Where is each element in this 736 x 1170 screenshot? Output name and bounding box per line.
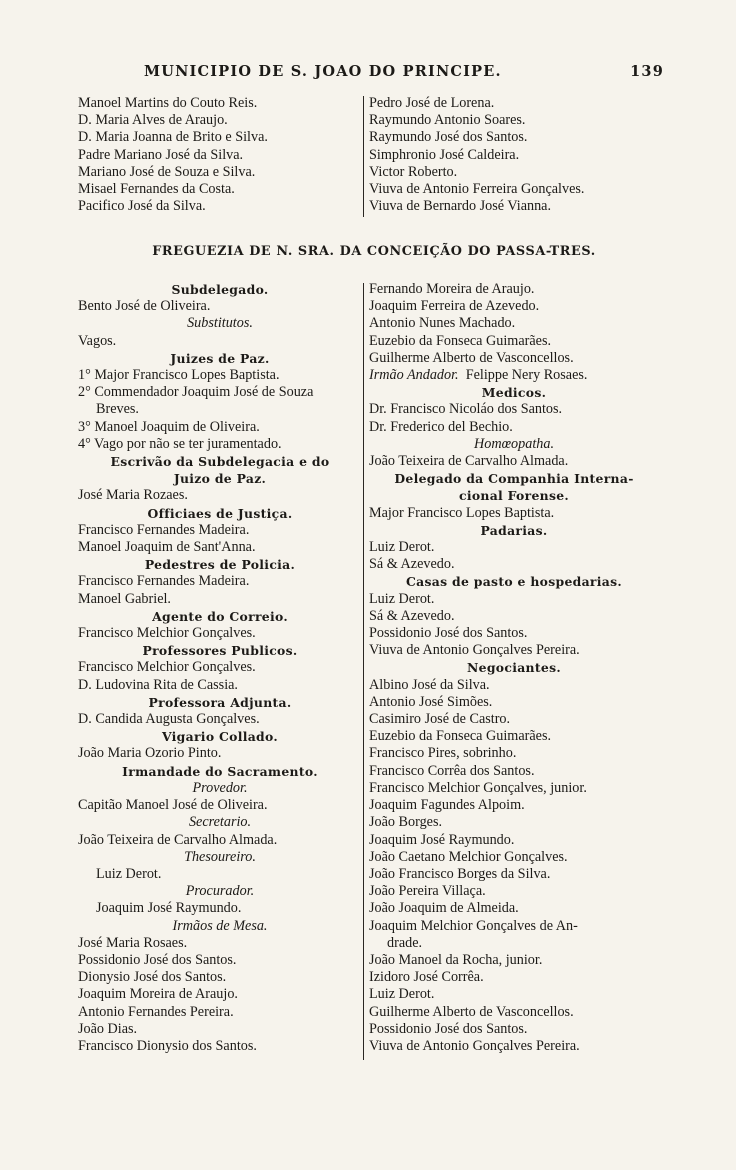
list-item: Viuva de Antonio Gonçalves Pereira. (369, 1037, 580, 1054)
irmao-andador-name: Felippe Nery Rosaes. (465, 367, 588, 384)
list-item: Fernando Moreira de Araujo. (369, 281, 535, 297)
top-left-list (78, 95, 362, 215)
list-item: João Joaquim de Almeida. (369, 900, 519, 917)
list-item: Francisco Fernandes Madeira. (78, 521, 250, 538)
heading-negociantes: Negociantes. (467, 660, 561, 676)
column-divider-main (363, 283, 364, 1060)
list-item: Joaquim Moreira de Araujo. (78, 986, 238, 1003)
heading-escrivao: Escrivão da Subdelegacia e do (110, 454, 330, 470)
heading-professores: Professores Publicos. (142, 643, 298, 659)
list-item: Euzebio da Fonseca Guimarães. (369, 332, 552, 349)
list-item: Manoel Martins do Couto Reis. (78, 95, 258, 111)
list-item: Manoel Gabriel. (78, 590, 171, 607)
list-item: Pacifico José da Silva. (78, 198, 206, 215)
list-item: Joaquim José Raymundo. (369, 831, 515, 848)
list-item: Izidoro José Corrêa. (369, 969, 484, 986)
list-item: Joaquim Fagundes Alpoim. (369, 797, 525, 814)
list-item: João Teixeira de Carvalho Almada. (369, 453, 569, 470)
heading-medicos: Medicos. (481, 385, 547, 401)
list-item: Casimiro José de Castro. (369, 711, 511, 728)
heading-subdelegado: Subdelegado. (171, 282, 269, 297)
list-item: João Dias. (78, 1020, 138, 1037)
list-item: Francisco Fernandes Madeira. (78, 573, 250, 590)
heading-procurador: Procurador. (185, 883, 255, 900)
list-item: Francisco Corrêa dos Santos. (369, 762, 535, 779)
list-item: D. Candida Augusta Gonçalves. (78, 711, 260, 728)
heading-secretario: Secretario. (188, 814, 252, 831)
list-item: Joaquim Melchior Gonçalves de An- (369, 917, 578, 934)
list-item: João Francisco Borges da Silva. (369, 865, 551, 882)
list-item: Pedro José de Lorena. (369, 95, 495, 111)
list-item: Viuva de Antonio Ferreira Gonçalves. (369, 181, 585, 198)
list-item: Raymundo José dos Santos. (369, 129, 528, 146)
list-item: Manoel Joaquim de Sant'Anna. (78, 539, 256, 556)
heading-irmandade: Irmandade do Sacramento. (122, 763, 318, 779)
list-item: Major Francisco Lopes Baptista. (369, 504, 555, 521)
list-item: Breves. (96, 401, 139, 418)
list-item: José Maria Rozaes. (78, 487, 188, 504)
list-item: Antonio Fernandes Pereira. (78, 1003, 234, 1020)
list-item: Possidonio José dos Santos. (369, 625, 528, 642)
list-item: Antonio José Simões. (369, 693, 493, 710)
list-item: 3° Manoel Joaquim de Oliveira. (78, 418, 260, 435)
heading-vigario: Vigario Collado. (161, 729, 278, 745)
list-item: D. Ludovina Rita de Cassia. (78, 676, 238, 693)
top-right-list (369, 95, 659, 215)
list-item: João Teixeira de Carvalho Almada. (78, 831, 278, 848)
list-item: João Manoel da Rocha, junior. (369, 951, 543, 968)
list-item: Dr. Francisco Nicoláo dos Santos. (369, 401, 563, 418)
list-item: Dionysio José dos Santos. (78, 969, 227, 986)
heading-thesoureiro: Thesoureiro. (184, 848, 256, 865)
heading-escrivao-cont: Juizo de Paz. (173, 471, 267, 487)
list-item: Dr. Frederico del Bechio. (369, 418, 513, 435)
list-item: Luiz Derot. (369, 986, 435, 1003)
list-item: Possidonio José dos Santos. (78, 951, 237, 968)
heading-provedor: Provedor. (192, 779, 248, 796)
list-item: Misael Fernandes da Costa. (78, 181, 235, 198)
column-divider-top (363, 96, 364, 217)
list-item: Victor Roberto. (369, 163, 458, 180)
heading-homoeopatha: Homœopatha. (473, 435, 554, 452)
list-item: Bento José de Oliveira. (78, 298, 211, 315)
heading-mesa: Irmãos de Mesa. (172, 917, 268, 934)
list-item: Viuva de Bernardo José Vianna. (369, 198, 552, 215)
list-item: Guilherme Alberto de Vasconcellos. (369, 1003, 574, 1020)
list-item: 2° Commendador Joaquim José de Souza (78, 384, 314, 401)
page-number: 139 (630, 63, 664, 80)
list-item: D. Maria Alves de Araujo. (78, 112, 228, 129)
list-item: João Pereira Villaça. (369, 883, 486, 900)
list-item: Joaquim Ferreira de Azevedo. (369, 298, 540, 315)
list-item: Joaquim José Raymundo. (96, 900, 242, 917)
list-item: João Maria Ozorio Pinto. (78, 745, 222, 762)
list-item: João Caetano Melchior Gonçalves. (369, 848, 568, 865)
list-item: Antonio Nunes Machado. (369, 315, 516, 332)
list-item: José Maria Rosaes. (78, 934, 188, 951)
heading-officiaes: Officiaes de Justiça. (147, 505, 293, 521)
left-column (78, 281, 362, 1055)
section-title: FREGUEZIA DE N. SRA. DA CONCEIÇÃO DO PASSA-TRES. (152, 244, 596, 259)
list-item: Simphronio José Caldeira. (369, 146, 520, 163)
heading-substitutos: Substitutos. (187, 315, 253, 332)
heading-delegado: Delegado da Companhia Interna- (394, 471, 634, 487)
heading-agente: Agente do Correio. (152, 608, 288, 624)
running-head-title: MUNICIPIO DE S. JOAO DO PRINCIPE. (144, 63, 502, 80)
list-item: Padre Mariano José da Silva. (78, 146, 244, 163)
list-item: Guilherme Alberto de Vasconcellos. (369, 349, 574, 366)
list-item: João Borges. (369, 814, 443, 831)
list-item: Albino José da Silva. (369, 676, 490, 693)
heading-pedestres: Pedestres de Policia. (144, 557, 296, 573)
list-item: Euzebio da Fonseca Guimarães. (369, 728, 552, 745)
list-item: Francisco Melchior Gonçalves, junior. (369, 779, 587, 796)
list-item: drade. (387, 934, 423, 951)
list-item: Francisco Dionysio dos Santos. (78, 1037, 257, 1054)
list-item: Viuva de Antonio Gonçalves Pereira. (369, 642, 580, 659)
list-item: Luiz Derot. (369, 590, 435, 607)
list-item: Possidonio José dos Santos. (369, 1020, 528, 1037)
heading-casas: Casas de pasto e hospedarias. (406, 574, 622, 590)
heading-adjunta: Professora Adjunta. (148, 694, 292, 710)
list-item: Francisco Pires, sobrinho. (369, 745, 517, 762)
list-item: Francisco Melchior Gonçalves. (78, 625, 256, 642)
heading-juizes: Juizes de Paz. (170, 350, 270, 366)
list-item: 1° Major Francisco Lopes Baptista. (78, 367, 280, 384)
list-item: 4° Vago por não se ter juramentado. (78, 435, 282, 452)
list-item: Francisco Melchior Gonçalves. (78, 659, 256, 676)
running-head (144, 62, 664, 82)
list-item: Luiz Derot. (96, 865, 162, 882)
irmao-andador-line (369, 367, 659, 384)
heading-padarias: Padarias. (480, 522, 548, 538)
list-item: Mariano José de Souza e Silva. (78, 163, 256, 180)
list-item: Raymundo Antonio Soares. (369, 112, 526, 129)
list-item: Sá & Azevedo. (369, 556, 455, 573)
list-item: Luiz Derot. (369, 539, 435, 556)
list-item: D. Maria Joanna de Brito e Silva. (78, 129, 268, 146)
irmao-andador-label: Irmão Andador. (369, 367, 459, 384)
list-item: Sá & Azevedo. (369, 607, 455, 624)
list-item: Capitão Manoel José de Oliveira. (78, 797, 268, 814)
list-item: Vagos. (78, 332, 117, 349)
right-column (369, 281, 659, 1055)
heading-delegado-cont: cional Forense. (458, 488, 570, 504)
